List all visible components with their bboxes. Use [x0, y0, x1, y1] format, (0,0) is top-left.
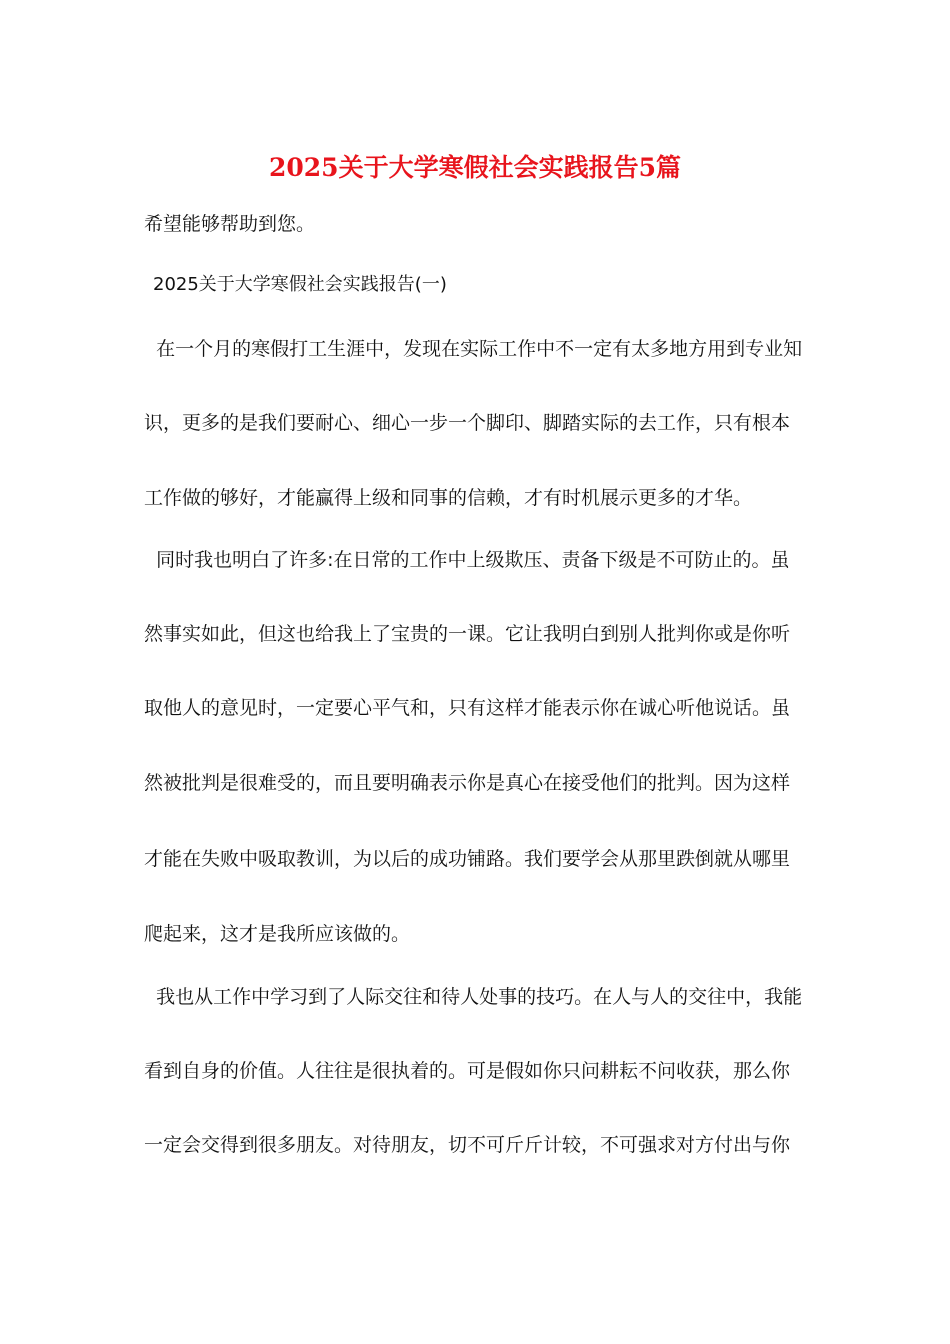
intro-text: 希望能够帮助到您。 — [144, 213, 316, 235]
body-line-5: 然事实如此，但这也给我上了宝贵的一课。它让我明白到别人批判你或是你听 — [144, 623, 791, 645]
body-line-8: 才能在失败中吸取教训，为以后的成功铺路。我们要学会从那里跌倒就从哪里 — [144, 848, 791, 870]
body-line-2: 识，更多的是我们要耐心、细心一步一个脚印、脚踏实际的去工作，只有根本 — [144, 412, 791, 434]
body-line-4: 同时我也明白了许多:在日常的工作中上级欺压、责备下级是不可防止的。虽 — [144, 549, 790, 571]
body-line-9: 爬起来，这才是我所应该做的。 — [144, 923, 411, 945]
body-line-10: 我也从工作中学习到了人际交往和待人处事的技巧。在人与人的交往中，我能 — [144, 986, 803, 1008]
document-title: 2025关于大学寒假社会实践报告5篇 — [269, 153, 681, 182]
body-line-1: 在一个月的寒假打工生涯中，发现在实际工作中不一定有太多地方用到专业知 — [144, 338, 803, 360]
body-line-12: 一定会交得到很多朋友。对待朋友，切不可斤斤计较，不可强求对方付出与你 — [144, 1134, 791, 1156]
body-line-6: 取他人的意见时，一定要心平气和，只有这样才能表示你在诚心听他说话。虽 — [144, 697, 791, 719]
body-line-3: 工作做的够好，才能赢得上级和同事的信赖，才有时机展示更多的才华。 — [144, 487, 753, 509]
section-title: 2025关于大学寒假社会实践报告(一) — [153, 274, 447, 295]
body-line-11: 看到自身的价值。人往往是很执着的。可是假如你只问耕耘不问收获，那么你 — [144, 1060, 791, 1082]
body-line-7: 然被批判是很难受的，而且要明确表示你是真心在接受他们的批判。因为这样 — [144, 772, 791, 794]
